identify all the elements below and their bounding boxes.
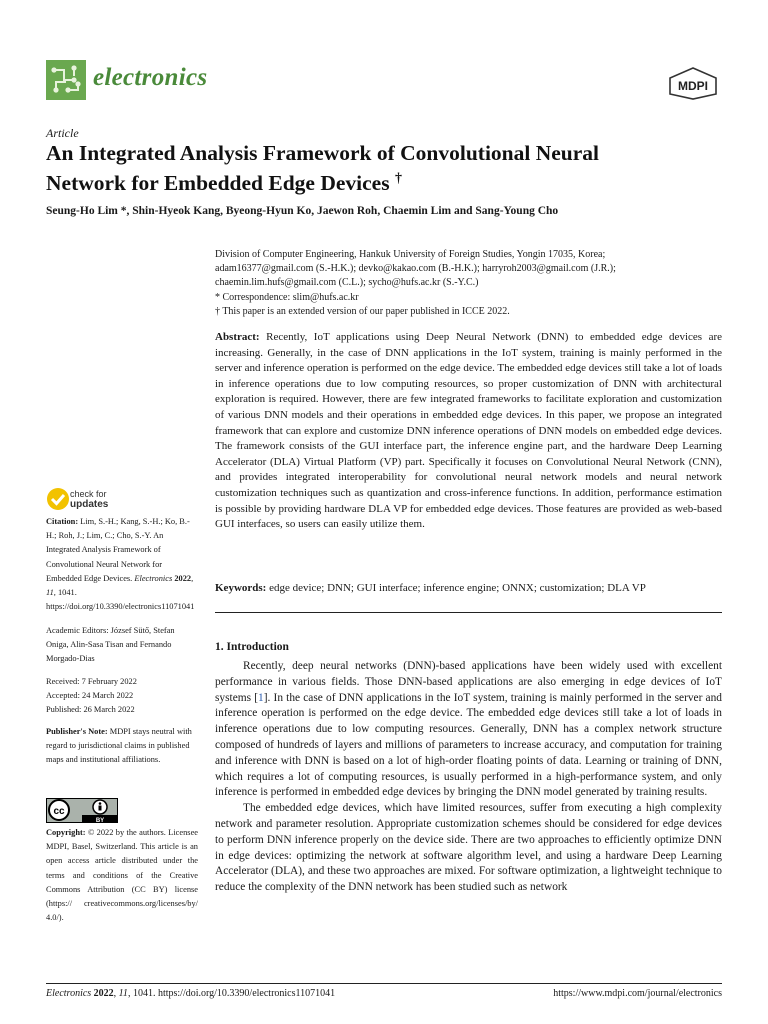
journal-logo-icon [46, 60, 86, 100]
keywords [215, 582, 722, 594]
keywords-label: Keywords: [215, 582, 267, 594]
svg-text:BY: BY [95, 818, 105, 823]
check-for-updates-line1: check for [70, 489, 107, 499]
cc-by-license-icon[interactable] [46, 798, 118, 823]
copyright-notice: Copyright: © 2022 by the authors. Licensee MDPI, Basel, Switzerland. This article is an open access article distributed under the terms and conditions of the Creative Commons Attribution (CC BY) license (https:// creativecommons.org/licenses/by/ 4.0/). [46, 828, 198, 923]
title-footnote-mark: † [394, 171, 402, 186]
correspondence-line: * Correspondence: slim@hufs.ac.kr [215, 291, 359, 303]
journal-name: electronics [93, 64, 208, 91]
affiliation-line: chaemin.lim.hufs@gmail.com (C.L.); sycho@hufs.ac.kr (S.-Y.C.) [215, 277, 479, 289]
mdpi-logo-icon [666, 66, 720, 100]
check-for-updates-icon [46, 487, 70, 511]
article-title: An Integrated Analysis Framework of Convolutional Neural Network for Embedded Edge Devices † [46, 141, 600, 196]
extended-version-note: † This paper is an extended version of our paper published in ICCE 2022. [215, 305, 510, 317]
published-date: Published: 26 March 2022 [46, 705, 135, 715]
publisher-note: Publisher's Note: MDPI stays neutral with regard to jurisdictional claims in published maps and institutional affiliations. [46, 727, 192, 765]
received-date: Received: 7 February 2022 [46, 677, 137, 686]
paragraph: The embedded edge devices, which have limited resources, suffer from executing a high complexity network and parameter resolution. Appropriate customization schemes should be considered for edge devices to perform DNN inference properly on the device side. There are two approaches to efficiently optimize DNN in edge devices: optimizing the network at software algorithm level, and using a hardware Deep Learning Accelerator (DLA), and these two approaches are mixed. For software optimization, a lightweight technique to reduce the complexity of the DNN network has been studied such as network [215, 802, 722, 894]
footer-divider [46, 983, 722, 984]
keywords-text: edge device; DNN; GUI interface; inference engine; ONNX; customization; DLA VP [269, 582, 646, 594]
affiliation-line: adam16377@gmail.com (S.-H.K.); devko@kakao.com (B.-H.K.); harryroh2003@gmail.com (J.R.); [215, 263, 616, 275]
section-divider [215, 612, 722, 613]
svg-text:cc: cc [53, 806, 65, 817]
abstract-text: Recently, IoT applications using Deep Neural Network (DNN) to embedded edge devices are increasing. Generally, in the case of DNN applications in the IoT system, training is mainly performed in the server and inference operation is performed on the edge device. The embedded edge devices still take a lot of loads in inference operations due to low computing resources, so proper customization of DNN with architectural exploration is required. However, there are few integrated frameworks to facilitate exploration and customization of various DNN models and their operations in embedded edge devices. In this paper, we propose an integrated framework that can explore and customize DNN inference operations of DNN models on embedded edge devices. The framework consists of the GUI interface part, the inference engine part, and the hardware Deep Learning Accelerator (DLA) Virtual Platform (VP) part. Specifically it focuses on Convolutional Neural Network (CNN), and provides integrated interoperability for convolutional neural network models and neural network customization techniques such as quantization and cross-inference functions. In addition, performance estimation is possible by providing hardware DLA VP for embedded edge devices. Those features are provided as web-based GUI interfaces, so users can easily utilize them. [215, 331, 722, 531]
check-for-updates-button[interactable] [46, 487, 126, 515]
paragraph: Recently, deep neural networks (DNN)-based applications have been widely used with excellent performance in various fields. Those DNN-based applications are also emerging in edge devices of IoT systems [1]. In the case of DNN applications in the IoT system, training is mainly performed in the server and inference operation is performed on the edge device. The embedded edge devices still take a lot of loads in inference operations due to low computing resources. Generally, DNN has a complex network structure composed of hundreds of layers and millions of parameters to increase accuracy, and computation for training and inference with DNN is based on a lot of high-order floating points of data. Learning or training of DNN, which requires a lot of computing resources, is usually performed in a high-performance system, and only inference is performed in embedded edge devices by bringing the DNN model generated by training results. [215, 660, 723, 799]
publication-dates [46, 675, 198, 718]
check-for-updates-line2: updates [70, 499, 109, 510]
section-heading-introduction: 1. Introduction [215, 641, 289, 653]
footer-journal-url[interactable]: https://www.mdpi.com/journal/electronics [553, 988, 722, 999]
academic-editors: Academic Editors: József Sütő, Stefan Oniga, Alin-Sasa Tisan and Fernando Morgado-Dias [46, 626, 175, 664]
citation-block: Citation: Lim, S.-H.; Kang, S.-H.; Ko, B.-H.; Roh, J.; Lim, C.; Cho, S.-Y. An Integrated Analysis Framework of Convolutional Neural Network for Embedded Edge Devices. Electronics 2022, 11, 1041. https://doi.org/10.3390/electronics11071041 [46, 517, 195, 612]
footer-citation: Electronics 2022, 11, 1041. https://doi.org/10.3390/electronics11071041 [46, 988, 336, 999]
affiliation-block [215, 248, 725, 319]
abstract [215, 330, 722, 533]
svg-text:MDPI: MDPI [678, 79, 708, 93]
introduction-body [215, 659, 722, 896]
affiliation-line: Division of Computer Engineering, Hankuk University of Foreign Studies, Yongin 17035, Korea; [215, 249, 606, 260]
author-list: Seung-Ho Lim *, Shin-Hyeok Kang, Byeong-Hyun Ko, Jaewon Roh, Chaemin Lim and Sang-Young Cho [46, 205, 559, 217]
citation-link[interactable]: 1 [258, 691, 264, 704]
abstract-label: Abstract: [215, 331, 260, 343]
article-type: Article [46, 126, 79, 140]
accepted-date: Accepted: 24 March 2022 [46, 691, 134, 701]
